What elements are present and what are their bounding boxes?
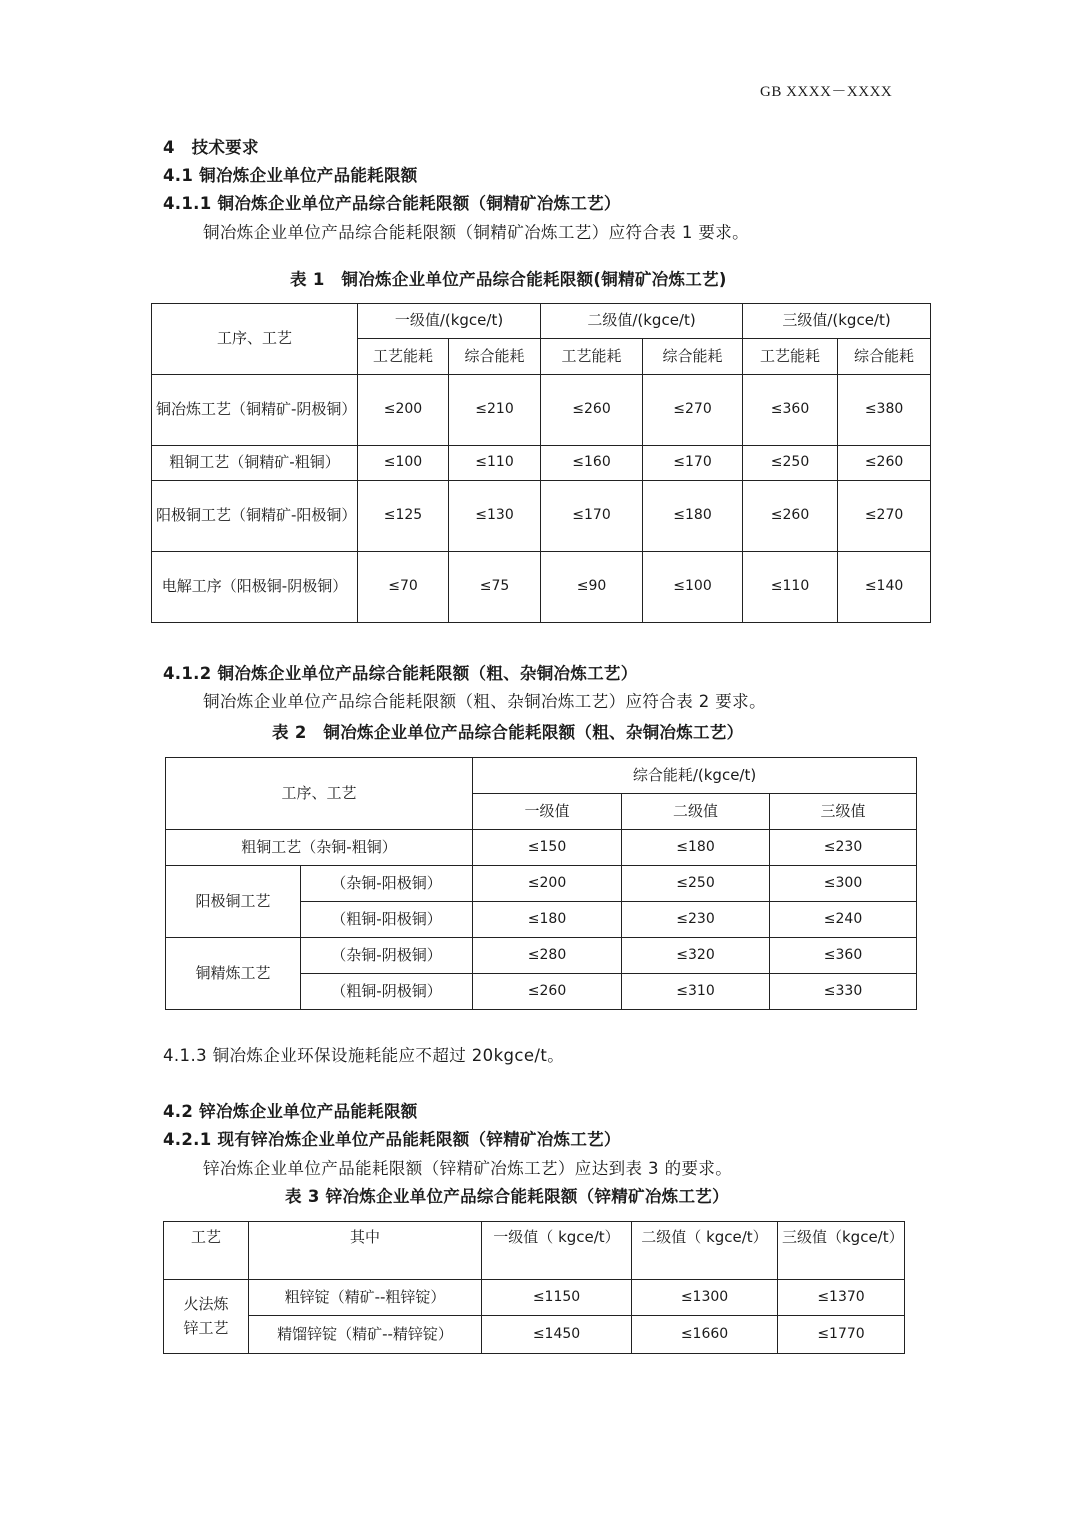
- row-label: （粗铜-阳极铜）: [301, 902, 473, 938]
- cell: ≤125: [358, 481, 449, 552]
- section-4-1-1-body: 铜冶炼企业单位产品综合能耗限额（铜精矿冶炼工艺）应符合表 1 要求。: [203, 223, 750, 242]
- section-4-1-3-text: 4.1.3 铜冶炼企业环保设施耗能应不超过 20kgce/t。: [163, 1046, 565, 1065]
- cell: ≤280: [473, 938, 622, 974]
- table-2-caption: 表 2 铜冶炼企业单位产品综合能耗限额（粗、杂铜冶炼工艺）: [272, 723, 744, 742]
- table-1-sub-process-2: 工艺能耗: [541, 339, 643, 375]
- table-3-header-process: 工艺: [164, 1222, 249, 1280]
- cell: ≤1370: [778, 1280, 905, 1316]
- cell: ≤170: [643, 446, 743, 481]
- table-1-sub-total-1: 综合能耗: [449, 339, 541, 375]
- table-3-caption: 表 3 锌冶炼企业单位产品综合能耗限额（锌精矿冶炼工艺）: [285, 1187, 729, 1206]
- table-2-header-process: 工序、工艺: [166, 758, 473, 830]
- row-label: 粗锌锭（精矿--粗锌锭）: [249, 1280, 482, 1316]
- table-row: [164, 1316, 905, 1354]
- cell: ≤250: [622, 866, 770, 902]
- section-4-2-1-title: 4.2.1 现有锌冶炼企业单位产品能耗限额（锌精矿冶炼工艺）: [163, 1130, 621, 1149]
- table-1-header-process: 工序、工艺: [152, 304, 358, 375]
- cell: ≤230: [770, 830, 917, 866]
- cell: ≤140: [838, 552, 931, 623]
- row-label: 粗铜工艺（杂铜-粗铜）: [166, 830, 473, 866]
- table-row: [152, 375, 931, 446]
- cell: ≤110: [449, 446, 541, 481]
- standard-code: GB XXXX－XXXX: [760, 84, 893, 100]
- cell: ≤260: [743, 481, 838, 552]
- cell: ≤70: [358, 552, 449, 623]
- cell: ≤100: [358, 446, 449, 481]
- table-1-header-level2: 二级值/(kgce/t): [541, 304, 743, 339]
- table-3-header-level2: 二级值（ kgce/t）: [632, 1222, 778, 1280]
- section-4-1-2-title: 4.1.2 铜冶炼企业单位产品综合能耗限额（粗、杂铜冶炼工艺）: [163, 664, 638, 683]
- table-row: [152, 446, 931, 481]
- cell: ≤100: [643, 552, 743, 623]
- table-row: [164, 1280, 905, 1316]
- row-label: （杂铜-阳极铜）: [301, 866, 473, 902]
- table-row: [166, 830, 917, 866]
- table-2-header-level1: 一级值: [473, 794, 622, 830]
- cell: ≤180: [622, 830, 770, 866]
- row-label: 粗铜工艺（铜精矿-粗铜）: [152, 446, 358, 481]
- group-label-pyro: 火法炼锌工艺: [164, 1280, 249, 1354]
- cell: ≤180: [473, 902, 622, 938]
- table-row: [152, 481, 931, 552]
- cell: ≤75: [449, 552, 541, 623]
- cell: ≤150: [473, 830, 622, 866]
- cell: ≤270: [643, 375, 743, 446]
- cell: ≤1770: [778, 1316, 905, 1354]
- cell: ≤330: [770, 974, 917, 1010]
- table-3: [163, 1221, 905, 1354]
- table-1-sub-total-3: 综合能耗: [838, 339, 931, 375]
- table-2-header-energy: 综合能耗/(kgce/t): [473, 758, 917, 794]
- cell: ≤360: [770, 938, 917, 974]
- cell: ≤180: [643, 481, 743, 552]
- row-label: 铜冶炼工艺（铜精矿-阴极铜）: [152, 375, 358, 446]
- table-row: [152, 552, 931, 623]
- cell: ≤260: [838, 446, 931, 481]
- table-2-header-level2: 二级值: [622, 794, 770, 830]
- table-3-header-sub: 其中: [249, 1222, 482, 1280]
- section-4-1-1-title: 4.1.1 铜冶炼企业单位产品综合能耗限额（铜精矿冶炼工艺）: [163, 194, 621, 213]
- cell: ≤250: [743, 446, 838, 481]
- cell: ≤260: [473, 974, 622, 1010]
- cell: ≤1450: [482, 1316, 632, 1354]
- table-1-sub-process-3: 工艺能耗: [743, 339, 838, 375]
- table-1-caption: 表 1 铜冶炼企业单位产品综合能耗限额(铜精矿冶炼工艺): [290, 270, 727, 289]
- section-4-2-title: 4.2 锌冶炼企业单位产品能耗限额: [163, 1102, 418, 1121]
- cell: ≤110: [743, 552, 838, 623]
- cell: ≤310: [622, 974, 770, 1010]
- section-4-title: 4 技术要求: [163, 138, 259, 157]
- cell: ≤1150: [482, 1280, 632, 1316]
- cell: ≤170: [541, 481, 643, 552]
- table-2-header-level3: 三级值: [770, 794, 917, 830]
- group-label-refine: 铜精炼工艺: [166, 938, 301, 1010]
- table-1-sub-process-1: 工艺能耗: [358, 339, 449, 375]
- cell: ≤130: [449, 481, 541, 552]
- table-2: [165, 757, 917, 1010]
- cell: ≤360: [743, 375, 838, 446]
- section-4-1-title: 4.1 铜冶炼企业单位产品能耗限额: [163, 166, 418, 185]
- cell: ≤300: [770, 866, 917, 902]
- cell: ≤320: [622, 938, 770, 974]
- cell: ≤200: [473, 866, 622, 902]
- section-4-2-1-body: 锌冶炼企业单位产品能耗限额（锌精矿冶炼工艺）应达到表 3 的要求。: [203, 1159, 733, 1178]
- row-label: （杂铜-阴极铜）: [301, 938, 473, 974]
- cell: ≤1660: [632, 1316, 778, 1354]
- cell: ≤270: [838, 481, 931, 552]
- table-1-sub-total-2: 综合能耗: [643, 339, 743, 375]
- cell: ≤200: [358, 375, 449, 446]
- cell: ≤230: [622, 902, 770, 938]
- table-1-header-level3: 三级值/(kgce/t): [743, 304, 931, 339]
- table-row: [166, 938, 917, 974]
- row-label: 电解工序（阳极铜-阴极铜）: [152, 552, 358, 623]
- table-3-header-level1: 一级值（ kgce/t）: [482, 1222, 632, 1280]
- group-label-anode: 阳极铜工艺: [166, 866, 301, 938]
- table-row: [166, 866, 917, 902]
- cell: ≤90: [541, 552, 643, 623]
- cell: ≤240: [770, 902, 917, 938]
- row-label: 阳极铜工艺（铜精矿-阳极铜）: [152, 481, 358, 552]
- cell: ≤260: [541, 375, 643, 446]
- section-4-1-2-body: 铜冶炼企业单位产品综合能耗限额（粗、杂铜冶炼工艺）应符合表 2 要求。: [203, 692, 766, 711]
- row-label: （粗铜-阴极铜）: [301, 974, 473, 1010]
- cell: ≤1300: [632, 1280, 778, 1316]
- row-label: 精馏锌锭（精矿--精锌锭）: [249, 1316, 482, 1354]
- table-3-header-level3: 三级值（kgce/t）: [778, 1222, 905, 1280]
- table-1: [151, 303, 931, 623]
- table-1-header-level1: 一级值/(kgce/t): [358, 304, 541, 339]
- cell: ≤160: [541, 446, 643, 481]
- cell: ≤210: [449, 375, 541, 446]
- cell: ≤380: [838, 375, 931, 446]
